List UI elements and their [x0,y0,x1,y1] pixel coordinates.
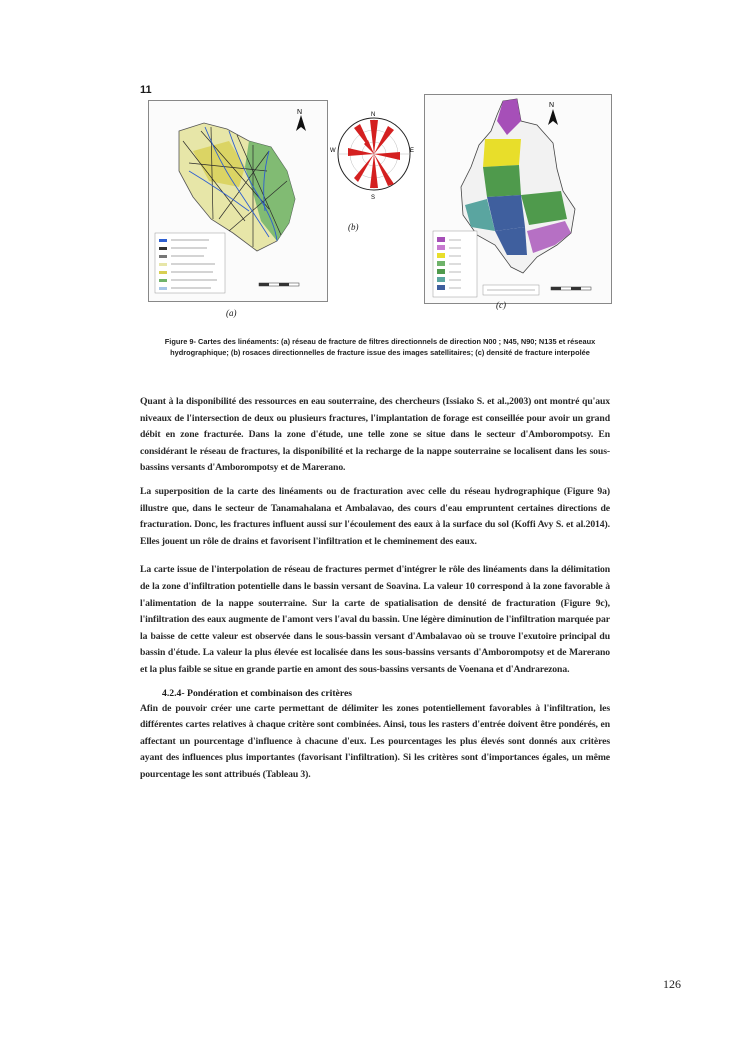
fracture-density-map-graphic [425,95,611,303]
panel-label-b: (b) [348,222,359,232]
rose-diagram [330,104,418,222]
panel-label-c: (c) [496,300,506,310]
page-number: 126 [663,977,681,991]
paragraph-3: La carte issue de l'interpolation de réseau de fractures permet d'intégrer le rôle des linéaments dans la délimitation de la zone d'infiltration potentielle dans le bassin versant de Soavina. La valeur 10 correspond à la zone favorable à l'alimentation de la nappe souterraine. Sur la carte de spatialisation de densité de fracturation (Figure 9c), l'infiltration des eaux augmente de l'amont vers l'aval du bassin. Une légère diminution de l'infiltration marquée par la baisse de cette valeur est observée dans le sous-bassin versant d'Ambalavao où se trouve l'exutoire principal du bassin d'étude. La valeur la plus élevée est localisée dans les sous-bassins versants d'Amborompotsy et de Marerano et la plus faible se situe en grande partie en amont des sous-bassins versants de Voenana et d'Andrarezona. [140,564,610,675]
section-heading: 4.2.4- Pondération et combinaison des critères [162,687,353,699]
figure-9 [140,94,610,324]
north-label-c: N [549,102,555,109]
panel-label-a: (a) [226,308,237,318]
north-label-a: N [297,109,303,116]
fracture-density-map [424,94,612,304]
rose-diagram-graphic [330,104,418,222]
rose-west-label: W [330,148,336,154]
paragraph-2: La superposition de la carte des linéaments ou de fracturation avec celle du réseau hydrographique (Figure 9a) illustre que, dans le secteur de Tanamahalana et Ambalavao, des cours d'eau empruntent certaines directions de fracturation. Donc, les fractures influent aussi sur l'écoulement des eaux à la surface du sol (Koffi Avy S. et al.2014). Elles jouent un rôle de drains et favorisent l'infiltration et le cheminement des eaux. [140,485,610,547]
rose-north-label: N [371,112,376,118]
body-text [140,394,610,790]
figure-caption: Figure 9- Cartes des linéaments: (a) réseau de fracture de filtres directionnels de direction N00 ; N45, N90; N135 et réseaux hydrographique; (b) rosaces directionnelles de fracture issue des images satellitaires; (c) densité de fracture interpolée [164,337,596,357]
rose-east-label: E [410,148,415,154]
paragraph-1: Quant à la disponibilité des ressources en eau souterraine, des chercheurs (Issiako S. et al.,2003) ont montré qu'aux niveaux de l'intersection de deux ou plusieurs fractures, l'implantation de forage est conseillée pour avoir un grand débit en zone fracturée. Dans la zone d'étude, une telle zone se situe dans le secteur d'Amborompotsy. En considérant le réseau de fractures, la disponibilité et la recharge de la nappe souterraine se localisent dans les sous-bassins versants d'Amborompotsy et de Marerano. [140,396,610,474]
lineament-map [148,100,328,302]
rose-south-label: S [371,195,376,201]
lineament-map-graphic [149,101,327,301]
figure-number: 11 [140,84,152,96]
paragraph-4: Afin de pouvoir créer une carte permettant de délimiter les zones potentiellement favorables à l'infiltration, les différentes cartes relatives à chaque critère sont combinées. Ainsi, tous les rasters d'entrée doivent être pondérés, en affectant un pourcentage d'influence à chacune d'eux. Les pourcentages les plus élevés sont donnés aux critères ayant des influences plus importantes (favorisant l'infiltration). Si les critères sont d'importances égales, un même pourcentage les sont attribués (Tableau 3). [140,702,610,780]
